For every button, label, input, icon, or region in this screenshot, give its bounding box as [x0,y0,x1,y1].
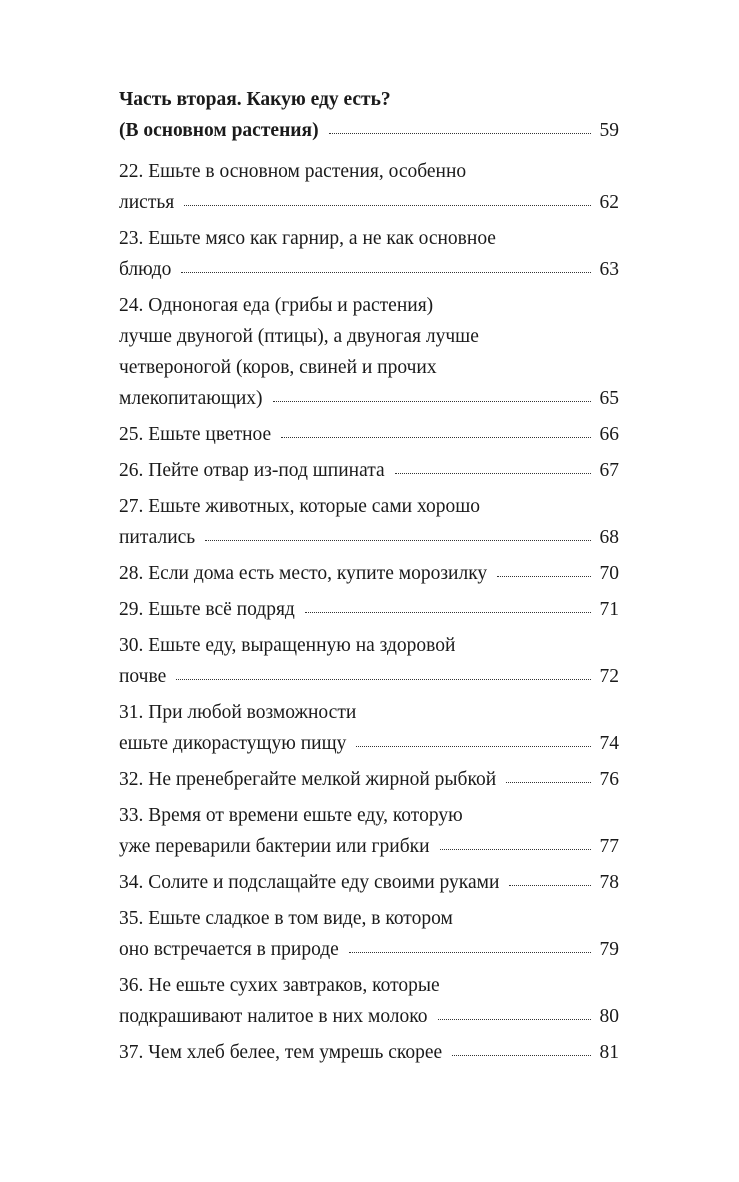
toc-entry-line [119,1037,619,1068]
toc-entry-text: 37. Чем хлеб белее, тем умрешь скорее [119,1042,443,1063]
toc-entry-line [119,491,619,522]
toc-entry-text: 22. Ешьте в основном растения, особенно [119,161,467,182]
page-number: 80 [599,1006,619,1027]
toc-entry[interactable] [119,290,619,414]
dot-leader [329,132,591,134]
toc-entry-text: 24. Одноногая еда (грибы и растения) [119,295,434,316]
toc-entry-text: 26. Пейте отвар из-под шпината [119,460,385,481]
toc-entry-text: 27. Ешьте животных, которые сами хорошо [119,496,481,517]
dot-leader [438,1018,591,1020]
page-number: 81 [599,1042,619,1063]
page-number: 67 [599,460,619,481]
toc-entry-line [119,223,619,254]
page-number: 78 [599,872,619,893]
dot-leader [273,400,591,402]
toc-entry-line [119,383,619,414]
page-number: 76 [599,769,619,790]
page-number: 79 [599,939,619,960]
toc-entry-line [119,661,619,692]
toc-entry[interactable] [119,867,619,898]
dot-leader [356,745,590,747]
toc-entry-line [119,84,619,115]
toc-entry[interactable] [119,630,619,692]
toc-entry-text: 28. Если дома есть место, купите морозилку [119,563,488,584]
page-number: 59 [599,120,619,141]
toc-entry-text: 30. Ешьте еду, выращенную на здоровой [119,635,456,656]
toc-entry-line [119,1001,619,1032]
toc-entry-text: четвероногой (коров, свиней и прочих [119,357,437,378]
toc-entry-text: подкрашивают налитое в них молоко [119,1006,428,1027]
page-number: 68 [599,527,619,548]
toc-entry-line [119,522,619,553]
toc-entry-line [119,290,619,321]
toc-entry[interactable] [119,764,619,795]
toc-entry-text: 33. Время от времени ешьте еду, которую [119,805,463,826]
toc-entry-text: 25. Ешьте цветное [119,424,272,445]
toc-entry[interactable] [119,800,619,862]
page-number: 77 [599,836,619,857]
toc-entry-text: (В основном растения) [119,120,319,141]
toc-entry-line [119,352,619,383]
toc-entry-text: лучше двуногой (птицы), а двуногая лучше [119,326,479,347]
dot-leader [506,781,590,783]
toc-entry[interactable] [119,697,619,759]
toc-entry[interactable] [119,455,619,486]
toc-entry-line [119,187,619,218]
toc-entry-text: 29. Ешьте всё подряд [119,599,295,620]
dot-leader [176,678,590,680]
page-number: 70 [599,563,619,584]
toc-entry-text: оно встречается в природе [119,939,339,960]
toc-entry-line [119,594,619,625]
toc-entry-text: 34. Солите и подслащайте еду своими руками [119,872,500,893]
toc-entry-line [119,321,619,352]
toc-entry[interactable] [119,223,619,285]
toc-entry-line [119,697,619,728]
toc-entry-line [119,455,619,486]
page-number: 72 [599,666,619,687]
toc-entry-text: листья [119,192,175,213]
toc-entry-line [119,867,619,898]
dot-leader [497,575,590,577]
toc-entry[interactable] [119,594,619,625]
toc-entry[interactable] [119,970,619,1032]
part-heading[interactable] [119,84,619,146]
toc-entry[interactable] [119,491,619,553]
toc-entry[interactable] [119,156,619,218]
toc-entry-line [119,558,619,589]
toc-entry-line [119,764,619,795]
dot-leader [349,951,591,953]
toc-entry[interactable] [119,1037,619,1068]
toc-entry-line [119,970,619,1001]
toc-entry-line [119,419,619,450]
dot-leader [395,472,591,474]
dot-leader [440,848,591,850]
toc-entry[interactable] [119,419,619,450]
dot-leader [181,271,590,273]
toc-entry-text: 36. Не ешьте сухих завтраков, которые [119,975,440,996]
dot-leader [184,204,590,206]
toc-entry-text: Часть вторая. Какую еду есть? [119,89,391,110]
toc-entry-text: 32. Не пренебрегайте мелкой жирной рыбкой [119,769,497,790]
page-number: 63 [599,259,619,280]
page-number: 62 [599,192,619,213]
toc-entry-text: 35. Ешьте сладкое в том виде, в котором [119,908,453,929]
toc-entry-line [119,903,619,934]
toc-entry-line [119,800,619,831]
toc-entry-text: 31. При любой возможности [119,702,357,723]
toc-entry[interactable] [119,903,619,965]
toc-entry-text: ешьте дикорастущую пищу [119,733,347,754]
dot-leader [281,436,590,438]
toc-entry-text: млекопитающих) [119,388,263,409]
page-number: 74 [599,733,619,754]
page-number: 65 [599,388,619,409]
toc-entry-text: блюдо [119,259,172,280]
dot-leader [452,1054,590,1056]
toc-entry-text: почве [119,666,167,687]
dot-leader [305,611,591,613]
toc-entry-text: 23. Ешьте мясо как гарнир, а не как основное [119,228,496,249]
toc-entry-line [119,156,619,187]
toc-entry-line [119,630,619,661]
page-number: 66 [599,424,619,445]
toc-entry-line [119,254,619,285]
page-number: 71 [599,599,619,620]
dot-leader [205,539,590,541]
toc-entry-line [119,115,619,146]
table-of-contents [119,84,619,1068]
toc-entry-line [119,728,619,759]
toc-entry-line [119,934,619,965]
toc-entry-text: питались [119,527,196,548]
toc-entry-line [119,831,619,862]
toc-entry[interactable] [119,558,619,589]
dot-leader [509,884,590,886]
toc-entry-text: уже переварили бактерии или грибки [119,836,430,857]
